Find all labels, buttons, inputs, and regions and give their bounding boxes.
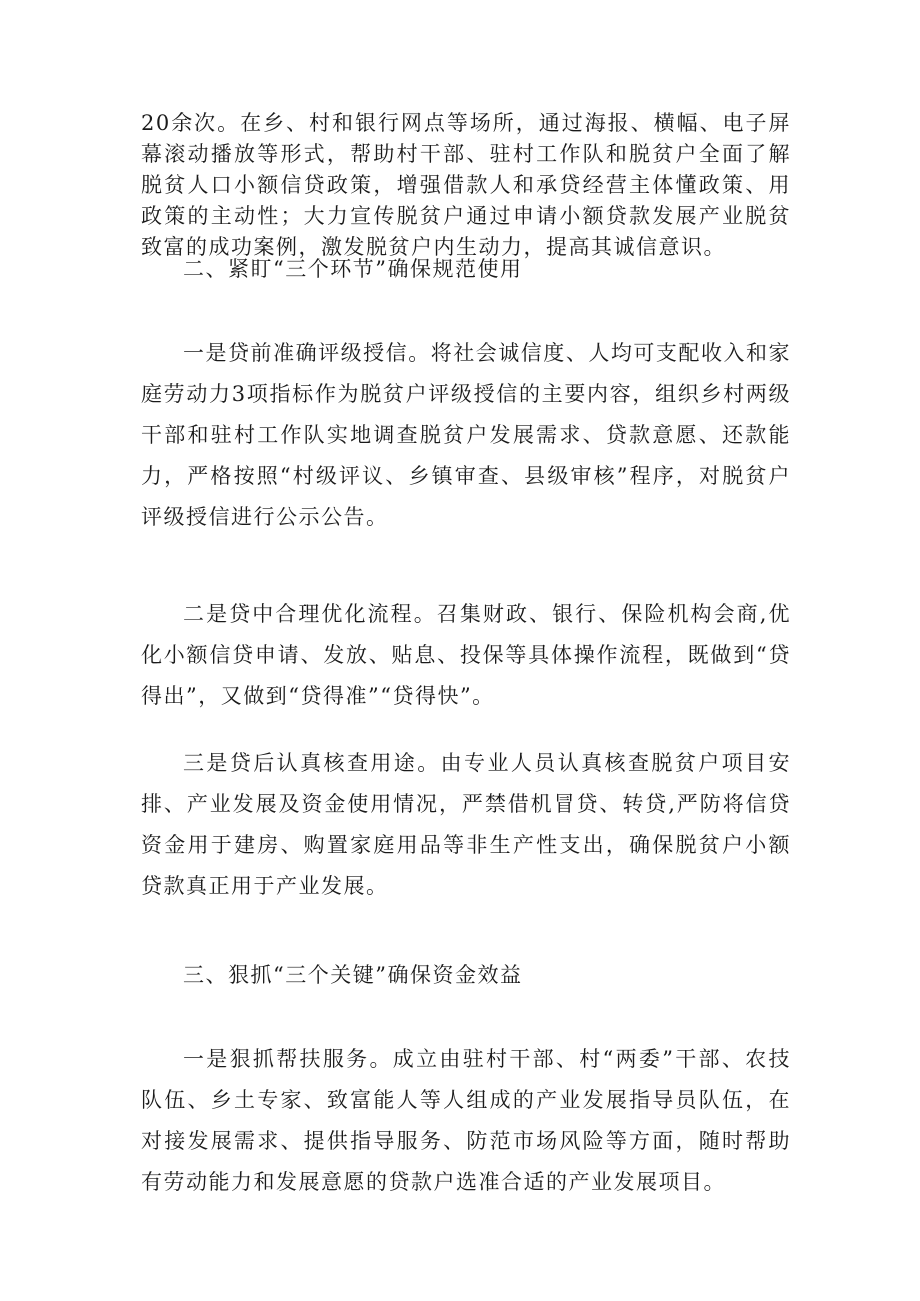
paragraph-2-1: 一是贷前准确评级授信。将社会诚信度、人均可支配收入和家庭劳动力3项指标作为脱贫户评级授信的主要内容，组织乡村两级干部和驻村工作队实地调查脱贫户发展需求、贷款意愿、还款能力，严格按照“村级评议、乡镇审查、县级审核”程序，对脱贫户评级授信进行公示公告。 xyxy=(141,341,791,529)
paragraph-2-3: 三是贷后认真核查用途。由专业人员认真核查脱贫户项目安排、产业发展及资金使用情况，严禁借机冒贷、转贷,严防将信贷资金用于建房、购置家庭用品等非生产性支出，确保脱贫户小额贷款真正用于产业发展。 xyxy=(141,751,791,898)
paragraph-2-2: 二是贷中合理优化流程。召集财政、银行、保险机构会商,优化小额信贷申请、发放、贴息、投保等具体操作流程，既做到“贷得出”，又做到“贷得准”“贷得快”。 xyxy=(141,602,791,708)
section-heading-2: 二、紧盯“三个环节”确保规范使用 xyxy=(183,257,523,281)
section-heading-3: 三、狠抓“三个关键”确保资金效益 xyxy=(183,963,523,987)
paragraph-intro: 20余次。在乡、村和银行网点等场所，通过海报、横幅、电子屏幕滚动播放等形式，帮助村干部、驻村工作队和脱贫户全面了解脱贫人口小额信贷政策，增强借款人和承贷经营主体懂政策、用政策的主动性；大力宣传脱贫户通过申请小额贷款发展产业脱贫致富的成功案例，激发脱贫户内生动力，提高其诚信意识。 xyxy=(141,111,791,259)
paragraph-3-1: 一是狠抓帮扶服务。成立由驻村干部、村“两委”干部、农技队伍、乡土专家、致富能人等人组成的产业发展指导员队伍，在对接发展需求、提供指导服务、防范市场风险等方面，随时帮助有劳动能力和发展意愿的贷款户选准合适的产业发展项目。 xyxy=(141,1047,791,1194)
